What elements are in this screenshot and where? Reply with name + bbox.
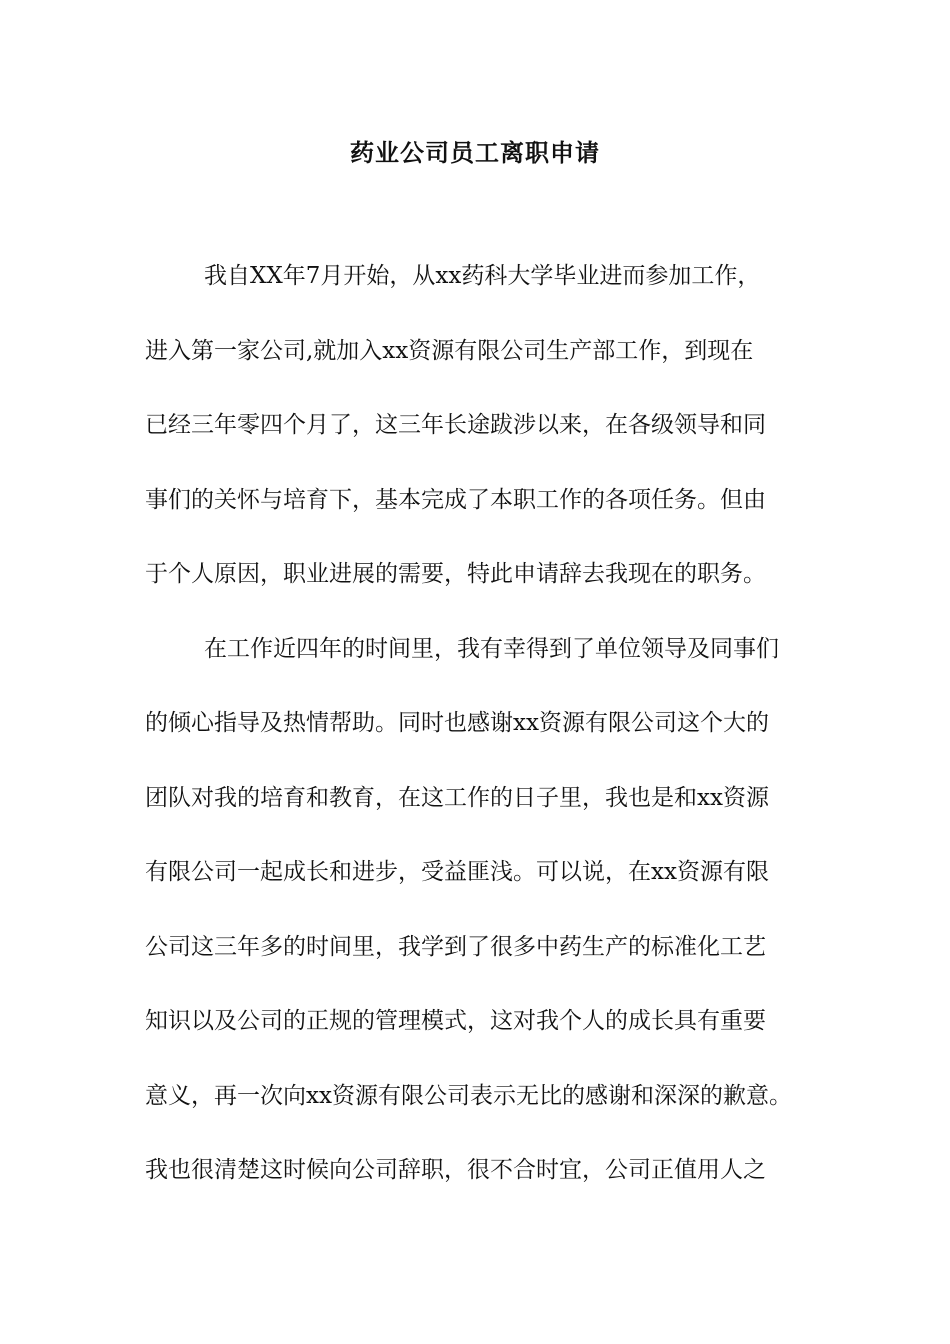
paragraph-line: 的倾心指导及热情帮助。同时也感谢xx资源有限公司这个大的 [145, 710, 769, 736]
paragraph-line: 我也很清楚这时候向公司辞职，很不合时宜，公司正值用人之 [145, 1157, 766, 1183]
paragraph-line: 在工作近四年的时间里，我有幸得到了单位领导及同事们 [204, 636, 779, 662]
paragraph-line: 已经三年零四个月了，这三年长途跋涉以来，在各级领导和同 [145, 412, 766, 438]
paragraph-line: 意义，再一次向xx资源有限公司表示无比的感谢和深深的歉意。 [145, 1083, 792, 1109]
paragraph-line: 公司这三年多的时间里，我学到了很多中药生产的标准化工艺 [145, 934, 766, 960]
paragraph-line: 有限公司一起成长和进步，受益匪浅。可以说，在xx资源有限 [145, 859, 769, 885]
paragraph-line: 进入第一家公司,就加入xx资源有限公司生产部工作，到现在 [145, 338, 754, 364]
paragraph-line: 事们的关怀与培育下，基本完成了本职工作的各项任务。但由 [145, 487, 766, 513]
paragraph-line: 我自XX年7月开始，从xx药科大学毕业进而参加工作， [204, 263, 761, 289]
paragraph-line: 知识以及公司的正规的管理模式，这对我个人的成长具有重要 [145, 1008, 766, 1034]
document-title: 药业公司员工离职申请 [350, 138, 600, 167]
paragraph-line: 团队对我的培育和教育，在这工作的日子里，我也是和xx资源 [145, 785, 769, 811]
paragraph-line: 于个人原因，职业进展的需要，特此申请辞去我现在的职务。 [145, 561, 766, 587]
